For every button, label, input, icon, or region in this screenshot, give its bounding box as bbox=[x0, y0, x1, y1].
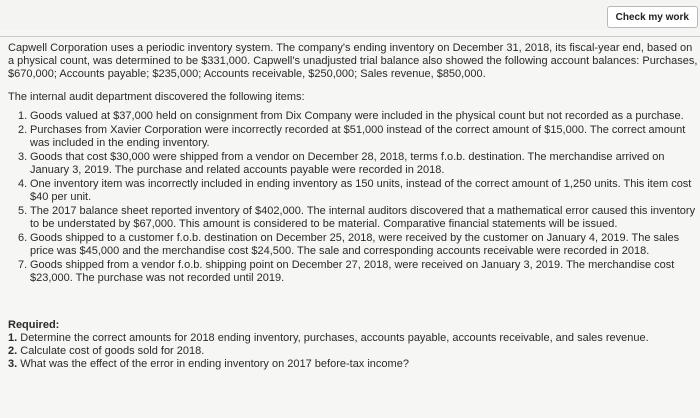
item-text: Goods valued at $37,000 held on consignment from Dix Company were included in the physical count but not recorded as a purchase. bbox=[30, 110, 684, 122]
item-text: One inventory item was incorrectly included in ending inventory as 150 units, instead of the correct amount of 1,250 units. This item cost $40 per unit. bbox=[30, 178, 692, 203]
audit-heading: The internal audit department discovered the following items: bbox=[8, 91, 305, 103]
item-text: Goods shipped from a vendor f.o.b. shipping point on December 27, 2018, were received on January 3, 2019. The merchandise cost $23,000. The purchase was not recorded until 2019. bbox=[30, 259, 675, 284]
required-list bbox=[8, 332, 698, 371]
list-item bbox=[18, 205, 698, 231]
required-label: Required: bbox=[8, 319, 60, 331]
required-text: What was the effect of the error in ending inventory on 2017 before-tax income? bbox=[20, 358, 409, 370]
item-number: 5. bbox=[18, 205, 28, 217]
problem-content bbox=[8, 42, 698, 371]
item-text: Purchases from Xavier Corporation were incorrectly recorded at $51,000 instead of the correct amount of $15,000. The correct amount was included in the ending inventory. bbox=[30, 124, 686, 149]
required-item bbox=[8, 358, 698, 371]
required-item bbox=[8, 332, 698, 345]
required-text: Determine the correct amounts for 2018 ending inventory, purchases, accounts payable, accounts receivable, and sales revenue. bbox=[20, 332, 649, 344]
item-text: Goods shipped to a customer f.o.b. destination on December 25, 2018, were received by the customer on January 4, 2019. The sales price was $45,000 and the merchandise cost $24,500. The sale and corresponding accounts receivable were recorded in 2018. bbox=[30, 232, 680, 257]
item-number: 3. bbox=[18, 151, 28, 163]
item-number: 6. bbox=[18, 232, 28, 244]
item-number: 4. bbox=[18, 178, 28, 190]
item-text: Goods that cost $30,000 were shipped from a vendor on December 28, 2018, terms f.o.b. destination. The merchandise arrived on January 3, 2019. The purchase and related accounts payable were recorded in 2018. bbox=[30, 151, 665, 176]
item-number: 1. bbox=[18, 110, 28, 122]
item-text: The 2017 balance sheet reported inventory of $402,000. The internal auditors discovered that a mathematical error caused this inventory to be understated by $67,000. This amount is considered to be material. Comparative financial statements will be issued. bbox=[30, 205, 696, 230]
list-item bbox=[18, 232, 698, 258]
required-number: 1. bbox=[8, 332, 18, 344]
list-item bbox=[18, 124, 698, 150]
item-number: 7. bbox=[18, 259, 28, 271]
required-item bbox=[8, 345, 698, 358]
problem-intro: Capwell Corporation uses a periodic inventory system. The company's ending inventory on December 31, 2018, its fiscal-year end, based on a physical count, was determined to be $331,000. Capwell's unadjusted trial balance also showed the following account balances: Purchases, $670,000; Accounts payable; $235,000; Accounts receivable, $250,000; Sales revenue, $850,000. bbox=[8, 42, 698, 80]
item-number: 2. bbox=[18, 124, 28, 136]
audit-items-list bbox=[8, 110, 698, 285]
list-item bbox=[18, 151, 698, 177]
required-number: 2. bbox=[8, 345, 18, 357]
list-item bbox=[18, 110, 698, 123]
top-toolbar bbox=[0, 0, 700, 30]
check-my-work-button[interactable]: Check my work bbox=[607, 6, 698, 28]
required-number: 3. bbox=[8, 358, 18, 370]
toolbar-divider bbox=[0, 36, 700, 37]
required-section bbox=[8, 319, 698, 371]
required-text: Calculate cost of goods sold for 2018. bbox=[20, 345, 205, 357]
list-item bbox=[18, 259, 698, 285]
list-item bbox=[18, 178, 698, 204]
